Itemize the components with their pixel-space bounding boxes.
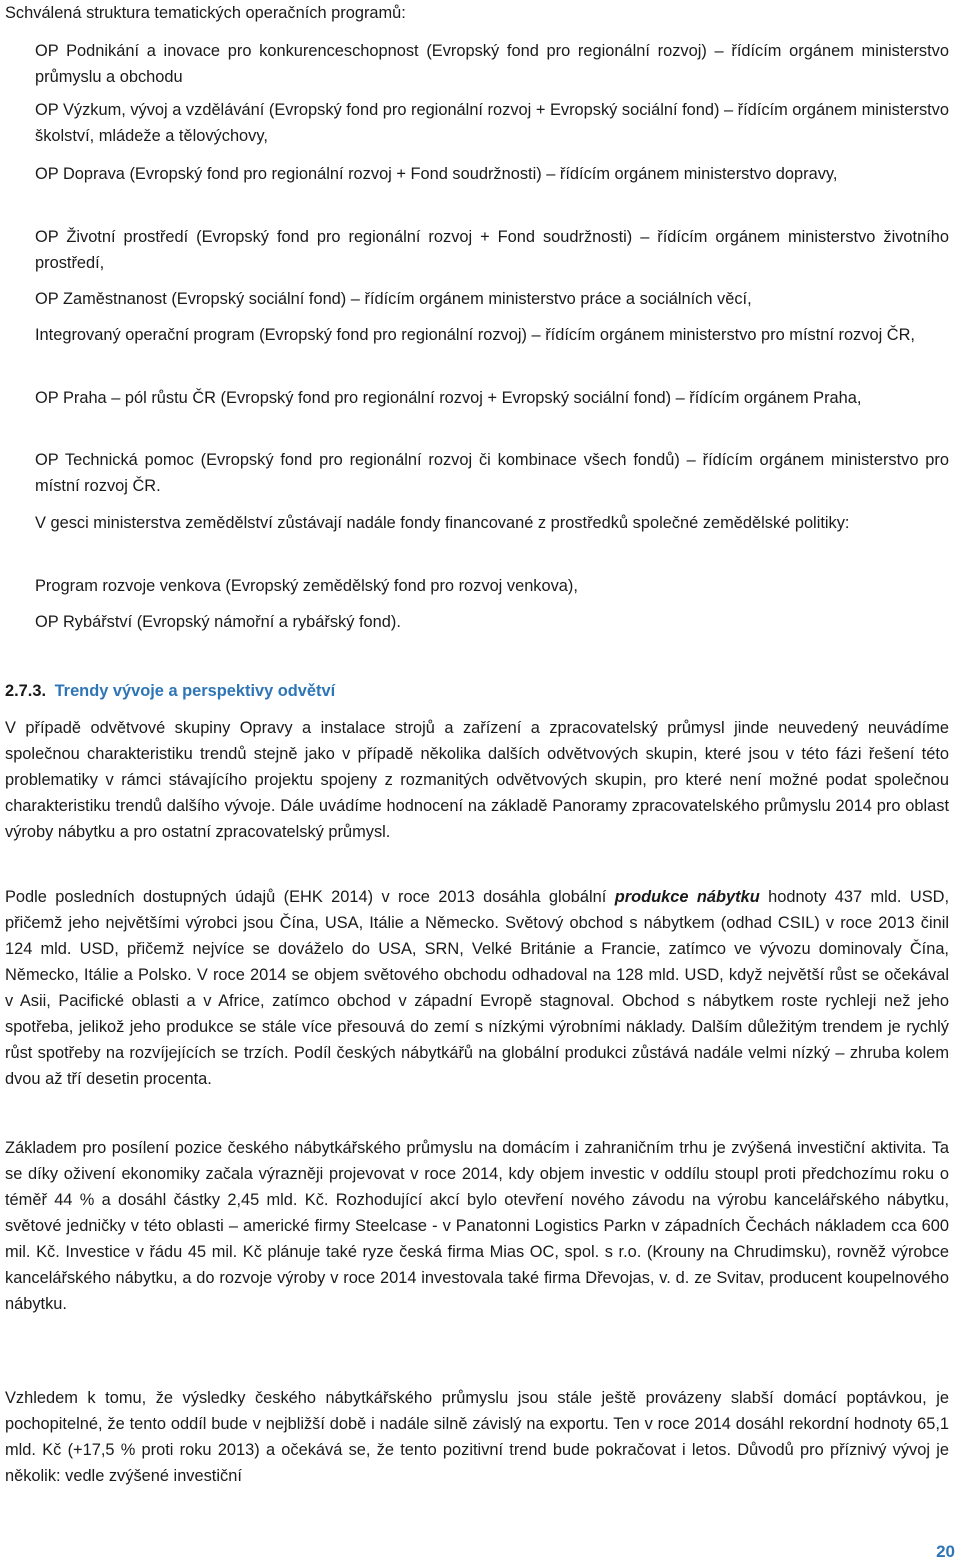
paragraph-4: Vzhledem k tomu, že výsledky českého nábytkářského průmyslu jsou stále ještě provázeny slabší domácí poptávkou, je pochopitelné, že tento oddíl bude v nejbližší době i nadále silně závislý na exportu. Ten v roce 2014 dosáhl rekordní hodnoty 65,1 mld. Kč (+17,5 % proti roku 2013) a očekává se, že tento pozitivní trend bude pokračovat i letos. Důvodů pro příznivý vývoj je několik: vedle zvýšené investiční bbox=[5, 1389, 949, 1485]
program-item: OP Doprava (Evropský fond pro regionální rozvoj + Fond soudržnosti) – řídícím orgánem ministerstvo dopravy, bbox=[35, 165, 838, 183]
paragraph-3: Základem pro posílení pozice českého nábytkářského průmyslu na domácím i zahraničním trhu je zvýšená investiční aktivita. Ta se díky oživení ekonomiky začala výrazněji projevovat v roce 2014, kdy objem investic v oddílu stoupl proti předchozímu roku o téměř 44 % a dosáhl částky 2,45 mld. Kč. Rozhodující akcí bylo otevření nového závodu na výrobu kancelářského nábytku, světové jedničky v této oblasti – americké firmy Steelcase - v Panatonni Logistics Parkn v západních Čechách nákladem cca 600 mil. Kč. Investice v řádu 45 mil. Kč plánuje také ryze česká firma Mias OC, spol. s r.o. (Krouny na Chrudimsku), rovněž výrobce kancelářského nábytku, a do rozvoje výroby v roce 2014 investovala také firma Dřevojas, v. d. ze Svitav, producent koupelnového nábytku. bbox=[5, 1139, 949, 1313]
program-item: V gesci ministerstva zemědělství zůstávají nadále fondy financované z prostředků společné zemědělské politiky: bbox=[35, 514, 850, 532]
program-item: OP Rybářství (Evropský námořní a rybářský fond). bbox=[35, 613, 401, 631]
program-item: OP Podnikání a inovace pro konkurenceschopnost (Evropský fond pro regionální rozvoj) – řídícím orgánem ministerstvo průmyslu a obchodu bbox=[35, 42, 949, 86]
program-item: OP Praha – pól růstu ČR (Evropský fond pro regionální rozvoj + Evropský sociální fond) – řídícím orgánem Praha, bbox=[35, 389, 862, 407]
section-title: Trendy vývoje a perspektivy odvětví bbox=[54, 682, 336, 700]
program-item: Integrovaný operační program (Evropský fond pro regionální rozvoj) – řídícím orgánem ministerstvo pro místní rozvoj ČR, bbox=[35, 326, 915, 344]
program-item: OP Zaměstnanost (Evropský sociální fond) – řídícím orgánem ministerstvo práce a sociálních věcí, bbox=[35, 290, 752, 308]
program-item: OP Životní prostředí (Evropský fond pro regionální rozvoj + Fond soudržnosti) – řídícím orgánem ministerstvo životního prostředí, bbox=[35, 228, 949, 272]
program-item: OP Výzkum, vývoj a vzdělávání (Evropský fond pro regionální rozvoj + Evropský sociální fond) – řídícím orgánem ministerstvo školství, mládeže a tělovýchovy, bbox=[35, 101, 949, 145]
program-item: Program rozvoje venkova (Evropský zemědělský fond pro rozvoj venkova), bbox=[35, 577, 578, 595]
program-item: OP Technická pomoc (Evropský fond pro regionální rozvoj či kombinace všech fondů) – řídícím orgánem ministerstvo pro místní rozvoj ČR. bbox=[35, 451, 949, 495]
paragraph-2 bbox=[5, 884, 949, 1092]
section-number: 2.7.3. bbox=[5, 682, 47, 700]
paragraph-2-text-c: hodnoty 437 mld. USD, přičemž jeho největšími výrobci jsou Čína, USA, Itálie a Německo. Světový obchod s nábytkem (odhad CSIL) v roce 2013 činil 124 mld. USD, přičemž nejvíce se dováželo do USA, SRN, Velké Británie a Francie, zatímco ve vývozu dominovaly Čína, Německo, Itálie a Polsko. V roce 2014 se objem světového obchodu odhadoval na 128 mld. USD, když největší růst se očekával v Asii, Pacifické oblasti a v Africe, zatímco obchod v západní Evropě stagnoval. Obchod s nábytkem roste rychleji než jeho spotřeba, jelikož jeho produkce se stále více přesouvá do zemí s nízkými výrobními náklady. Dalším důležitým trendem je rychlý růst spotřeby na rozvíjejících se trzích. Podíl českých nábytkářů na globální produkci zůstává nadále velmi nízký – zhruba kolem dvou až tří desetin procenta. bbox=[5, 888, 950, 1088]
intro-text: Schválená struktura tematických operačních programů: bbox=[5, 4, 406, 22]
paragraph-1: V případě odvětvové skupiny Opravy a instalace strojů a zařízení a zpracovatelský průmysl jinde neuvedený neuvádíme společnou charakteristiku trendů stejně jako v případě několika dalších odvětvových skupin, které jsou v této fázi řešení této problematiky v rámci stávajícího projektu spojeny z rozmanitých odvětvových skupin, pro které není možné podat společnou charakteristiku trendů dalšího vývoje. Dále uvádíme hodnocení na základě Panoramy zpracovatelského průmyslu 2014 pro oblast výroby nábytku a pro ostatní zpracovatelský průmysl. bbox=[5, 719, 949, 841]
paragraph-2-text-a: Podle posledních dostupných údajů (EHK 2014) v roce 2013 dosáhla globální bbox=[5, 888, 615, 906]
page-number: 20 bbox=[936, 1542, 955, 1561]
emphasis-furniture-production: produkce nábytku bbox=[614, 888, 760, 906]
section-heading bbox=[5, 678, 335, 704]
